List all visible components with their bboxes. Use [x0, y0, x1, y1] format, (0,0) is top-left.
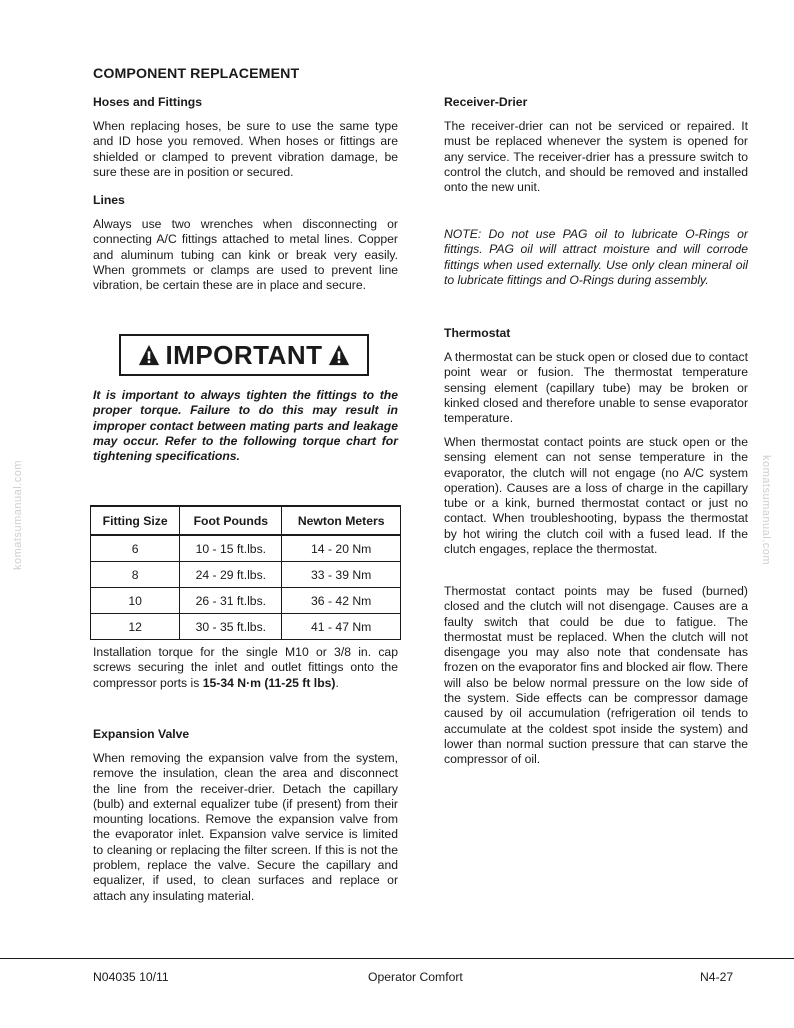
table-header: Fitting Size — [91, 506, 180, 535]
table-cell: 24 - 29 ft.lbs. — [180, 562, 282, 588]
warning-icon — [328, 344, 350, 366]
thermostat-p1: A thermostat can be stuck open or closed due to contact point wear or fusion. The thermostat temperature sensing element (capillary tube) may be broken or kinked closed and therefore unable to sense evaporator temperature. — [444, 350, 748, 426]
footer-page-number: N4-27 — [700, 970, 734, 984]
table-row — [91, 535, 401, 562]
expansion-heading: Expansion Valve — [93, 727, 190, 741]
watermark-left: komatsumanual.com — [12, 460, 24, 570]
hoses-text: When replacing hoses, be sure to use the same type and ID hose you removed. When hoses or fittings are shielded or clamped to prevent vibration damage, be sure these are in position or secured. — [93, 119, 398, 179]
install-text-end: . — [335, 675, 339, 690]
table-cell: 8 — [91, 562, 180, 588]
table-cell: 14 - 20 Nm — [282, 535, 401, 562]
lines-heading: Lines — [93, 193, 125, 207]
thermostat-p3: Thermostat contact points may be fused (burned) closed and the clutch will not disengage. Causes are a faulty switch that could be due to fatigue. The thermostat must be replaced. When the clutch will not disengage you may also note that condensate has frozen on the evaporator fins and blocked air flow. There will also be below normal pressure on the low side of the system. Side effects can be compressor damage caused by oil accumulation (refrigeration oil tends to accumulate at the coldest spot inside the system) and lower than normal suction pressure that can starve the compressor of oil. — [444, 584, 748, 767]
footer-rule — [0, 958, 794, 959]
watermark-right: komatsumanual.com — [760, 455, 772, 565]
install-text — [93, 645, 398, 691]
table-header: Newton Meters — [282, 506, 401, 535]
important-banner — [119, 334, 369, 376]
table-cell: 36 - 42 Nm — [282, 588, 401, 614]
table-cell: 10 — [91, 588, 180, 614]
table-row — [91, 588, 401, 614]
table-cell: 12 — [91, 614, 180, 640]
table-cell: 30 - 35 ft.lbs. — [180, 614, 282, 640]
table-row — [91, 614, 401, 640]
section-title: COMPONENT REPLACEMENT — [93, 66, 300, 82]
footer-doc-id: N04035 10/11 — [93, 970, 169, 984]
note-text: NOTE: Do not use PAG oil to lubricate O-Rings or fittings. PAG oil will attract moisture and will corrode fittings when used externally. Use only clean mineral oil to lubricate fittings and O-Rings during assembly. — [444, 227, 748, 287]
important-label: IMPORTANT — [165, 339, 323, 370]
torque-table — [90, 505, 401, 640]
table-header-row — [91, 506, 401, 535]
table-cell: 33 - 39 Nm — [282, 562, 401, 588]
important-text: It is important to always tighten the fittings to the proper torque. Failure to do this may result in improper contact between mating parts and leakage may occur. Refer to the following torque chart for tightening specifications. — [93, 388, 398, 464]
receiver-heading: Receiver-Drier — [444, 95, 528, 109]
thermostat-p2: When thermostat contact points are stuck open or the sensing element can not sense temperature in the evaporator, the clutch will not engage (no A/C system operation). Causes are a loss of charge in the capillary tube or a kink, burned thermostat contact or just no contact. When troubleshooting, bypass the thermostat by hot wiring the clutch coil with a fused lead. If the clutch engages, replace the thermostat. — [444, 435, 748, 557]
hoses-heading: Hoses and Fittings — [93, 95, 203, 109]
warning-icon — [138, 344, 160, 366]
lines-text: Always use two wrenches when disconnecting or connecting A/C fittings attached to metal lines. Copper and aluminum tubing can kink or break very easily. When grommets or clamps are used to prevent line vibration, be certain these are in place and secure. — [93, 217, 398, 293]
thermostat-heading: Thermostat — [444, 326, 511, 340]
table-row — [91, 562, 401, 588]
footer-section: Operator Comfort — [368, 970, 463, 984]
expansion-text: When removing the expansion valve from the system, remove the insulation, clean the area and disconnect the line from the receiver-drier. Detach the capillary (bulb) and external equalizer tube (if present) from their mounting locations. Remove the expansion valve from the evaporator inlet. Expansion valve service is limited to cleaning or replacing the filter screen. If this is not the problem, replace the valve. Secure the capillary and equalizer, if used, to clean surfaces and replace or attach any insulating material. — [93, 751, 398, 903]
table-cell: 10 - 15 ft.lbs. — [180, 535, 282, 562]
receiver-text: The receiver-drier can not be serviced or repaired. It must be replaced whenever the system is opened for any service. The receiver-drier has a pressure switch to control the clutch, and should be removed and installed onto the new unit. — [444, 119, 748, 195]
table-cell: 6 — [91, 535, 180, 562]
table-cell: 41 - 47 Nm — [282, 614, 401, 640]
table-header: Foot Pounds — [180, 506, 282, 535]
install-text-body: Installation torque for the single M10 or 3/8 in. cap screws securing the inlet and outlet fittings onto the compressor ports is — [93, 645, 398, 690]
install-torque-value: 15-34 N·m (11-25 ft lbs) — [202, 675, 336, 690]
table-cell: 26 - 31 ft.lbs. — [180, 588, 282, 614]
